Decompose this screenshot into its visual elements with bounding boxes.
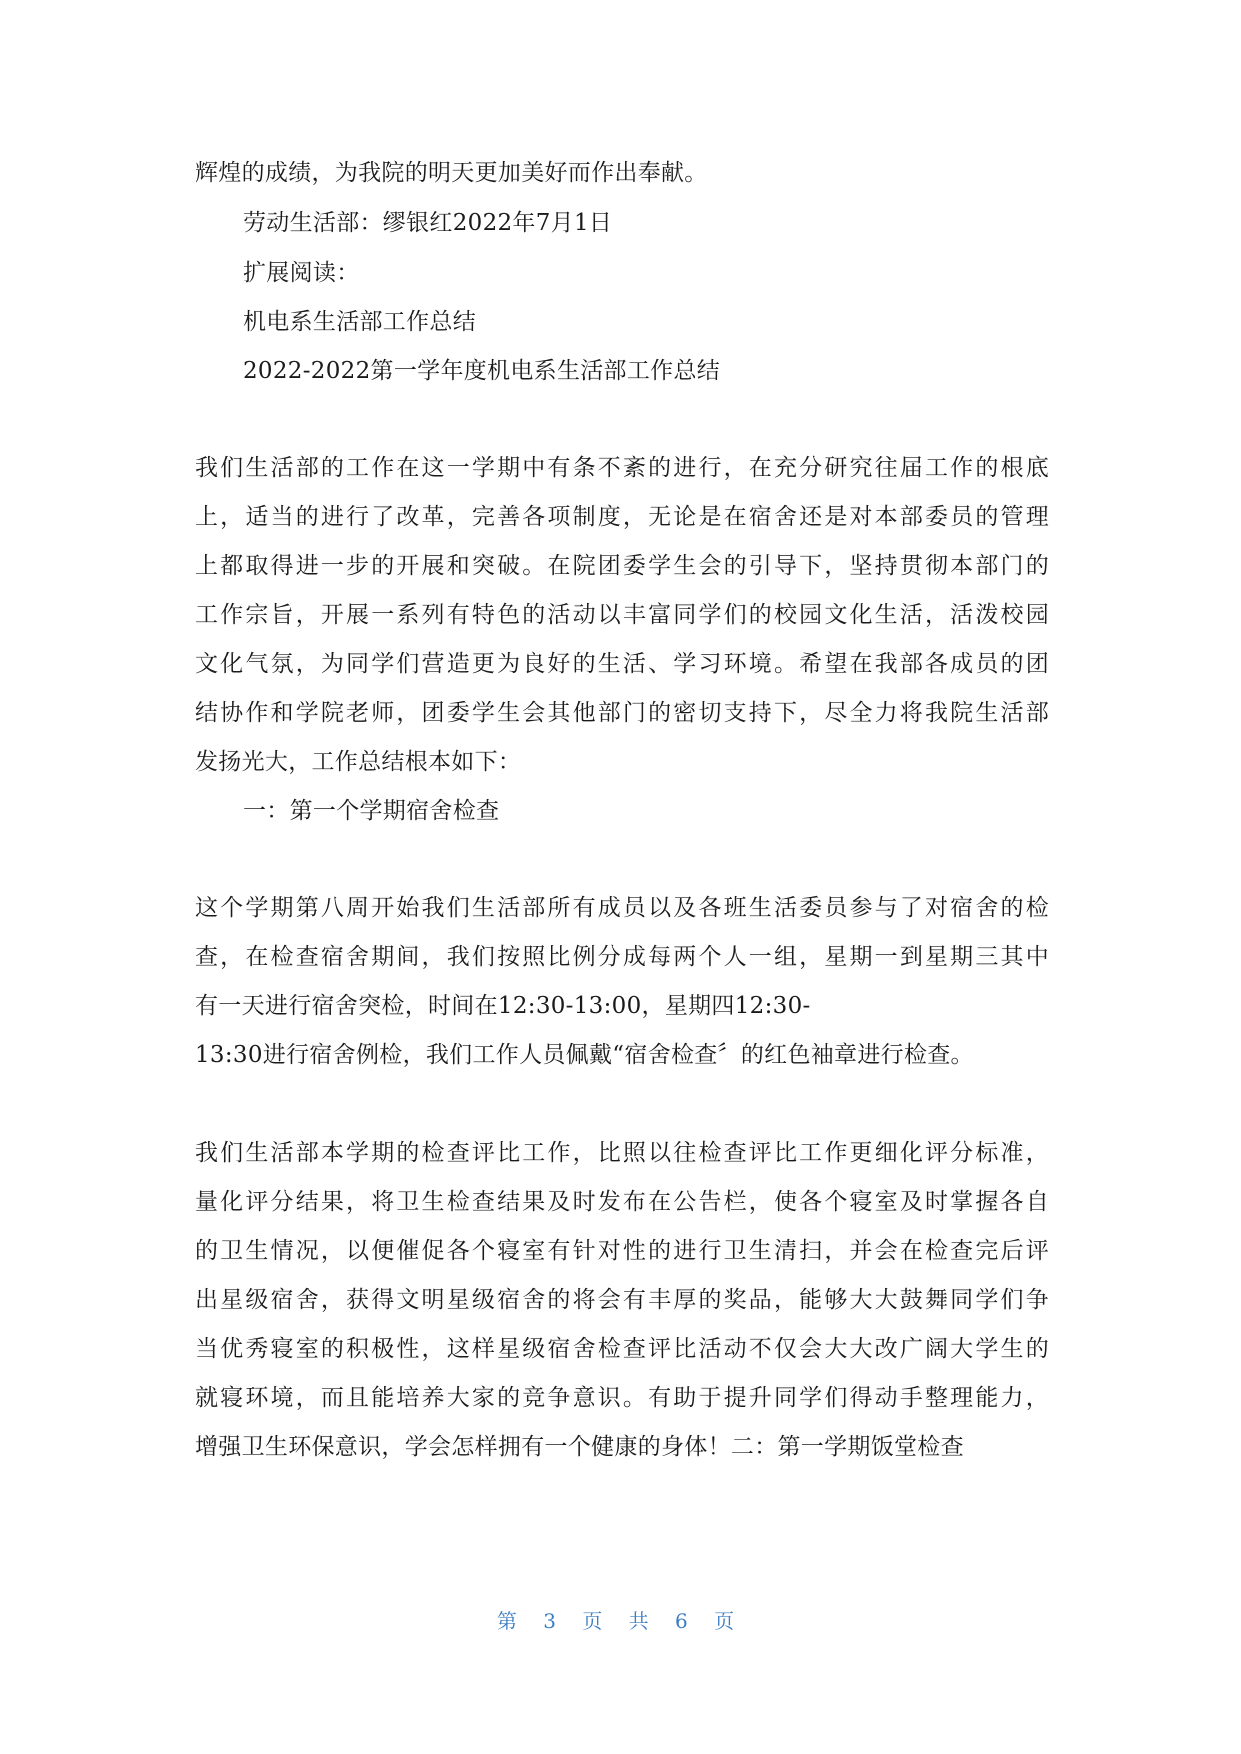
text-line: 我们生活部的工作在这一学期中有条不紊的进行，在充分研究往届工作的根底 bbox=[195, 455, 1049, 481]
signature-line: 劳动生活部：缪银红2022年7月1日 bbox=[243, 210, 613, 236]
text-line: 就寝环境，而且能培养大家的竞争意识。有助于提升同学们得动手整理能力， bbox=[195, 1385, 1049, 1411]
text-line: 13:30进行宿舍例检，我们工作人员佩戴“宿舍检查〞的红色袖章进行检查。 bbox=[195, 1042, 974, 1068]
text-line: 上，适当的进行了改革，完善各项制度，无论是在宿舍还是对本部委员的管理 bbox=[195, 504, 1049, 530]
text-line: 量化评分结果，将卫生检查结果及时发布在公告栏，使各个寝室及时掌握各自 bbox=[195, 1189, 1049, 1215]
text-line: 发扬光大，工作总结根本如下： bbox=[195, 749, 522, 775]
article-title: 机电系生活部工作总结 bbox=[243, 309, 476, 335]
section-heading: 一：第一个学期宿舍检查 bbox=[243, 798, 500, 824]
text-line: 辉煌的成绩，为我院的明天更加美好而作出奉献。 bbox=[195, 160, 708, 186]
text-line: 增强卫生环保意识，学会怎样拥有一个健康的身体！二：第一学期饭堂检查 bbox=[195, 1434, 964, 1460]
text-line: 有一天进行宿舍突检，时间在12:30-13:00，星期四12:30- bbox=[195, 993, 811, 1019]
text-line: 结协作和学院老师，团委学生会其他部门的密切支持下，尽全力将我院生活部 bbox=[195, 700, 1049, 726]
text-line: 查，在检查宿舍期间，我们按照比例分成每两个人一组，星期一到星期三其中 bbox=[195, 944, 1049, 970]
text-line: 上都取得进一步的开展和突破。在院团委学生会的引导下，坚持贯彻本部门的 bbox=[195, 553, 1049, 579]
text-line: 工作宗旨，开展一系列有特色的活动以丰富同学们的校园文化生活，活泼校园 bbox=[195, 602, 1049, 628]
text-line: 我们生活部本学期的检查评比工作，比照以往检查评比工作更细化评分标准， bbox=[195, 1140, 1049, 1166]
text-line: 出星级宿舍，获得文明星级宿舍的将会有丰厚的奖品，能够大大鼓舞同学们争 bbox=[195, 1287, 1049, 1313]
text-line: 扩展阅读： bbox=[243, 260, 360, 286]
article-subtitle: 2022-2022第一学年度机电系生活部工作总结 bbox=[243, 358, 721, 384]
text-line: 这个学期第八周开始我们生活部所有成员以及各班生活委员参与了对宿舍的检 bbox=[195, 895, 1049, 921]
text-line: 文化气氛，为同学们营造更为良好的生活、学习环境。希望在我部各成员的团 bbox=[195, 651, 1049, 677]
page-number-footer: 第 3 页 共 6 页 bbox=[496, 1609, 745, 1633]
text-line: 当优秀寝室的积极性，这样星级宿舍检查评比活动不仅会大大改广阔大学生的 bbox=[195, 1336, 1049, 1362]
text-line: 的卫生情况，以便催促各个寝室有针对性的进行卫生清扫，并会在检查完后评 bbox=[195, 1238, 1049, 1264]
